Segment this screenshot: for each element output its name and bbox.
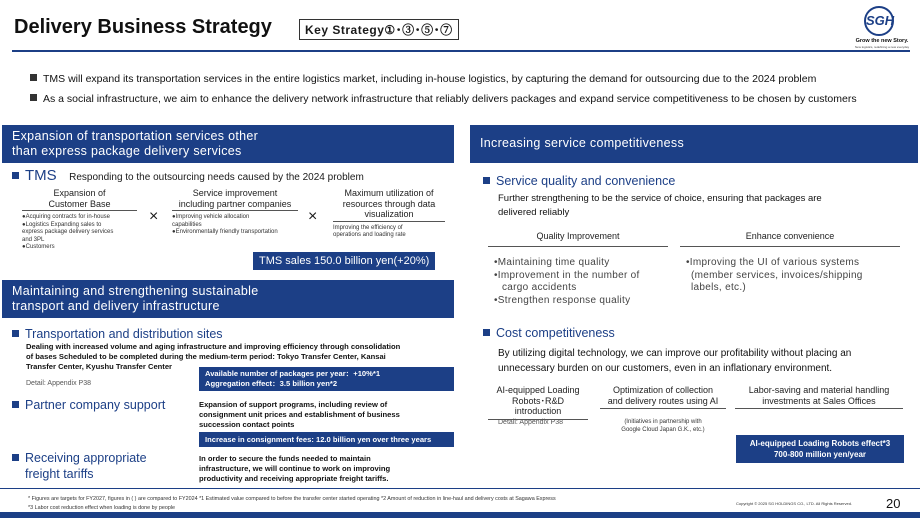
tms-col-customer-base: Expansion of Customer Base ●Acquiring contracts for in-house ●Logistics Expanding sales to express package delivery services and 3PL ●Customers [22, 188, 137, 252]
packages-badge: Available number of packages per year：+10%*1 Aggregation effect：3.5 billion yen*2 [199, 367, 454, 391]
copyright: Copyright © 2025 SG HOLDINGS CO., LTD. All Rights Reserved. [736, 501, 853, 506]
logo-tagline: Grow the new Story. [855, 38, 909, 44]
route-optimization-heading: Optimization of collection and delivery routes using AI [600, 385, 726, 409]
freight-tariffs-heading: Receiving appropriate freight tariffs [12, 450, 147, 482]
ai-robots-heading: AI-equipped Loading Robots･R&D introduction [488, 385, 588, 420]
page-title: Delivery Business Strategy [14, 16, 272, 38]
tms-sales-badge: TMS sales 150.0 billion yen(+20%) [253, 252, 435, 270]
key-strategy-label: Key Strategy①･③･⑤･⑦ [299, 19, 459, 40]
partnership-note: (Initiatives in partnership with Google Cloud Japan G.K., etc.) [621, 419, 705, 433]
cost-competitiveness-heading: Cost competitiveness [483, 326, 615, 340]
square-bullet-icon [12, 454, 19, 461]
expansion-section-header: Expansion of transportation services other than express package delivery services [2, 125, 454, 163]
header-divider [12, 50, 910, 52]
square-bullet-icon [12, 172, 19, 179]
footnotes: * Figures are targets for FY2027, figures in ( ) are compared to FY2024 *1 Estimated value compared to before the transfer center started operating *2 Amount of reduction in line-haul and delivery costs at Sagawa Express *3 Labor cost reduction effect when loading is done by people [28, 496, 556, 511]
tms-col-service-improvement: Service improvement including partner companies ●Improving vehicle allocation capabilities ●Environmentally friendly transportation [172, 188, 298, 237]
square-bullet-icon [483, 329, 490, 336]
intro-bullet-2: As a social infrastructure, we aim to enhance the delivery network infrastructure that reliably delivers packages and expand service competitiveness to be chosen by customers [30, 93, 857, 105]
quality-improvement-heading: Quality Improvement [488, 231, 668, 247]
quality-improvement-list: •Maintaining time quality •Improvement in the number of cargo accidents •Strengthen response quality [494, 257, 640, 306]
freight-tariffs-body: In order to secure the funds needed to maintain infrastructure, we will continue to work on improving productivity and receiving appropriate freight tariffs. [199, 454, 391, 483]
square-bullet-icon [483, 177, 490, 184]
square-bullet-icon [30, 94, 37, 101]
sgh-logo [852, 4, 912, 48]
transport-sites-heading: Transportation and distribution sites [12, 327, 223, 341]
enhance-convenience-heading: Enhance convenience [680, 231, 900, 247]
cost-competitiveness-body: By utilizing digital technology, we can improve our profitability without placing an unnecessary burden on our customers, even in an inflationary environment. [498, 348, 852, 374]
footer-band [0, 512, 920, 518]
enhance-convenience-list: •Improving the UI of various systems (member services, invoices/shipping labels, etc.) [686, 257, 863, 293]
footer-divider [0, 488, 920, 489]
logo-mark: SGH [864, 6, 894, 36]
times-icon: × [308, 208, 318, 225]
consignment-fees-badge: Increase in consignment fees: 12.0 billion yen over three years [199, 432, 454, 447]
service-quality-heading: Service quality and convenience [483, 174, 675, 188]
times-icon: × [149, 208, 159, 225]
tms-heading: TMS Responding to the outsourcing needs caused by the 2024 problem [12, 167, 364, 185]
partner-support-body: Expansion of support programs, including review of consignment unit prices and establishment of business succession contact points [199, 400, 400, 429]
square-bullet-icon [30, 74, 37, 81]
maintaining-section-header: Maintaining and strengthening sustainable transport and delivery infrastructure [2, 280, 454, 318]
square-bullet-icon [12, 330, 19, 337]
intro-bullet-1: TMS will expand its transportation services in the entire logistics market, including in-house logistics, by capturing the demand for outsourcing due to the 2024 problem [30, 73, 816, 85]
labor-saving-heading: Labor-saving and material handling investments at Sales Offices [735, 385, 903, 409]
competitiveness-section-header: Increasing service competitiveness [470, 125, 918, 163]
transport-sites-body: Dealing with increased volume and aging infrastructure and improving efficiency through consolidation of bases Scheduled to be completed during the medium-term period: Tokyo Transfer Center, Kansai Transfer Center, Kyushu Transfer Center [26, 342, 401, 371]
service-quality-body: Further strengthening to be the service of choice, ensuring that packages are delivered reliably [498, 193, 822, 218]
square-bullet-icon [12, 401, 19, 408]
transport-detail-ref: Detail: Appendix P38 [26, 380, 91, 387]
tms-col-resource-utilization: Maximum utilization of resources through data visualization Improving the efficiency of operations and loading rate [333, 188, 445, 240]
page-number: 20 [886, 496, 901, 511]
partner-support-heading: Partner company support [12, 398, 165, 412]
logo-subtagline: New logistics, redefining a new everyday [854, 45, 910, 49]
cost-detail-ref: Detail: Appendix P38 [498, 419, 563, 426]
robots-effect-badge: AI-equipped Loading Robots effect*3 700-800 million yen/year [736, 435, 904, 463]
